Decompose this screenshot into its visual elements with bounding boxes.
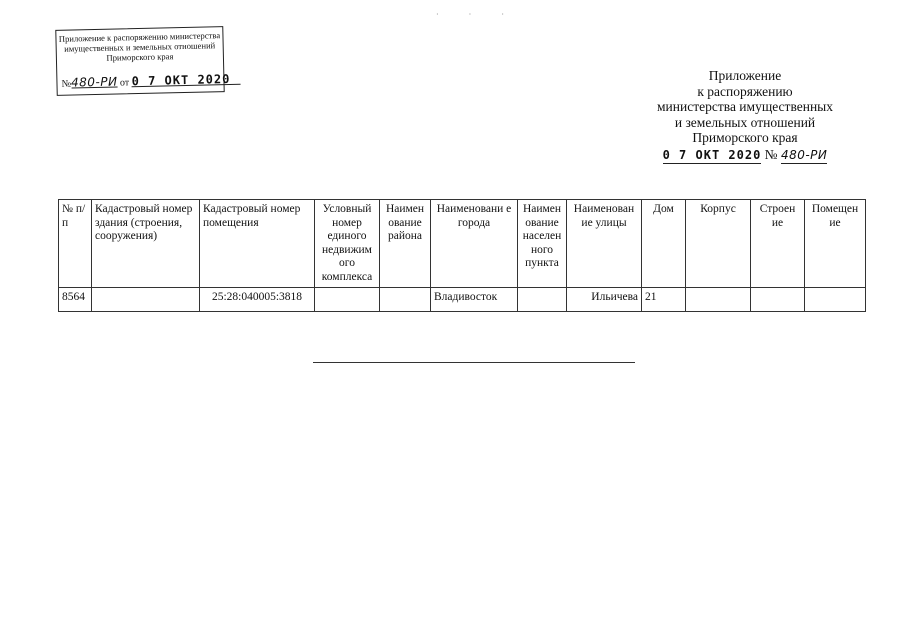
cell-structure [751, 288, 805, 312]
header-date-number [630, 147, 860, 165]
cell-house: 21 [642, 288, 686, 312]
cell-district [380, 288, 431, 312]
cell-complex-number [315, 288, 380, 312]
cell-building-cadastral [92, 288, 200, 312]
column-header: Кадастровый номер здания (строения, сооружения) [92, 200, 200, 288]
column-header: Наименован ие улицы [567, 200, 642, 288]
column-header: Строен ие [751, 200, 805, 288]
table-row [59, 288, 866, 312]
cell-number: 8564 [59, 288, 92, 312]
stamp-date: 0 7 ОКТ 2020 [132, 74, 241, 87]
cell-street: Ильичева [567, 288, 642, 312]
column-header: Помещен ие [805, 200, 866, 288]
stamp-line: Приморского края [106, 51, 174, 63]
column-header: Кадастровый номер помещения [200, 200, 315, 288]
document-header [630, 68, 860, 164]
column-header: Условный номер единого недвижим ого комплекса [315, 200, 380, 288]
stamp-from-label: от [119, 77, 130, 89]
column-header: № п/п [59, 200, 92, 288]
column-header: Корпус [686, 200, 751, 288]
register-table [58, 199, 866, 312]
closing-rule [313, 362, 635, 363]
header-number: 480-РИ [781, 148, 827, 165]
header-line: и земельных отношений [674, 114, 816, 130]
cell-city: Владивосток [431, 288, 518, 312]
header-line: министерства имущественных [657, 99, 833, 114]
cell-settlement [518, 288, 567, 312]
scan-specks: · · · [436, 10, 518, 19]
approval-stamp [55, 26, 231, 96]
column-header: Наименовани е города [431, 200, 518, 288]
column-header: Наимен ование района [380, 200, 431, 288]
cell-building-block [686, 288, 751, 312]
cell-premises [805, 288, 866, 312]
stamp-number: 480-РИ [70, 74, 118, 90]
header-line: Приморского края [692, 130, 798, 145]
stamp-line: имущественных и земельных отношений [64, 40, 216, 54]
cell-premises-cadastral: 25:28:040005:3818 [200, 288, 315, 312]
table-header-row [59, 200, 866, 288]
header-line: к распоряжению [697, 83, 793, 99]
stamp-number-row [61, 71, 240, 90]
header-line: Приложение [708, 68, 782, 83]
header-date: 0 7 ОКТ 2020 [663, 148, 762, 165]
header-number-prefix: № [764, 146, 778, 162]
column-header: Наимен ование населен ного пункта [518, 200, 567, 288]
stamp-line: Приложение к распоряжению министерства [58, 30, 221, 44]
column-header: Дом [642, 200, 686, 288]
stamp-number-prefix: № [61, 78, 72, 90]
